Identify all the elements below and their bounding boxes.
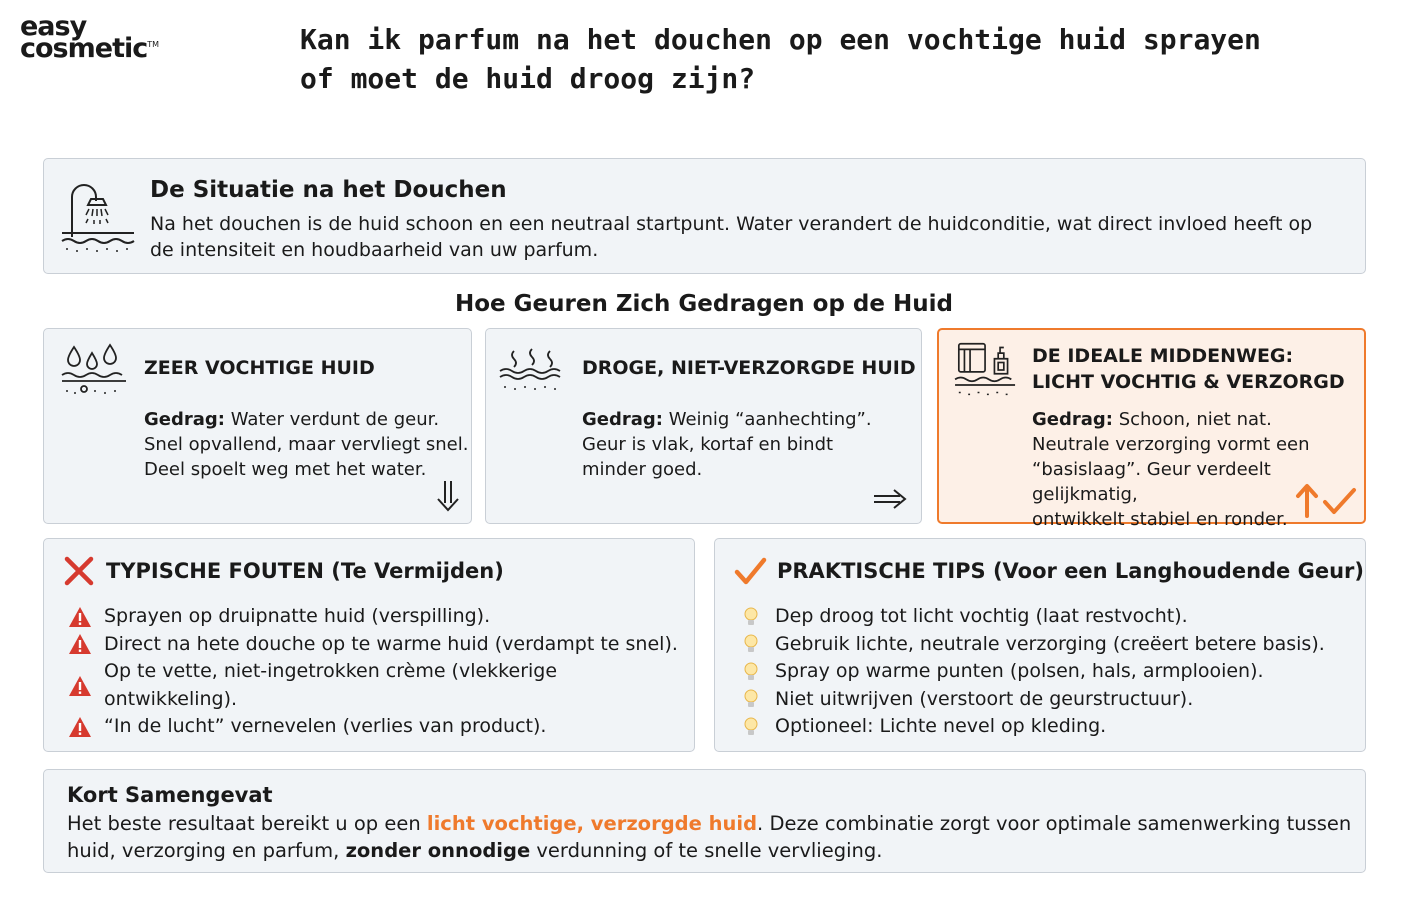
card-very-wet-skin	[43, 328, 472, 524]
situation-heading: De Situatie na het Douchen	[150, 177, 507, 203]
mistakes-card	[43, 538, 695, 752]
card-ideal-middle	[937, 328, 1366, 530]
cross-icon	[62, 555, 96, 587]
mistake-item: “In de lucht” vernevelen (verlies van product).	[68, 713, 694, 741]
arrow-right-icon	[872, 487, 908, 511]
lightbulb-icon	[739, 688, 763, 710]
water-drops-icon	[60, 341, 130, 401]
tip-item: Optioneel: Lichte nevel op kleding.	[739, 713, 1325, 741]
tip-item: Dep droog tot licht vochtig (laat restvocht).	[739, 603, 1325, 631]
tips-card	[714, 538, 1366, 752]
summary-text: Het beste resultaat bereikt u op een licht vochtige, verzorgde huid. Deze combinatie zorgt voor optimale samenwerking tussen huid, verzorging en parfum, zonder onnodige verdunning of te snelle vervlieging.	[67, 812, 1352, 862]
shower-icon	[60, 175, 136, 255]
card-dry-skin	[485, 328, 922, 524]
warning-icon	[68, 675, 92, 697]
tips-heading: PRAKTISCHE TIPS (Voor een Langhoudende Geur)	[777, 559, 1364, 583]
towel-lotion-icon	[951, 340, 1021, 400]
logo-line-1: easy	[20, 11, 87, 42]
summary-card	[43, 769, 1366, 873]
arrow-up-check-icon	[1295, 482, 1359, 520]
summary-bold: zonder onnodige	[345, 839, 531, 862]
mistake-item: Sprayen op druipnatte huid (verspilling).	[68, 603, 694, 631]
mistakes-heading: TYPISCHE FOUTEN (Te Vermijden)	[106, 559, 504, 583]
lightbulb-icon	[739, 606, 763, 628]
lightbulb-icon	[739, 661, 763, 683]
mistake-item: Op te vette, niet-ingetrokken crème (vlekkerige ontwikkeling).	[68, 658, 694, 713]
tip-item: Gebruik lichte, neutrale verzorging (creëert betere basis).	[739, 631, 1325, 659]
ideal-heading: DE IDEALE MIDDENWEG: LICHT VOCHTIG & VERZORGD	[1032, 345, 1345, 393]
brand-logo	[20, 11, 160, 65]
wet-text: Gedrag: Water verdunt de geur. Snel opvallend, maar vervliegt snel. Deel spoelt weg met het water.	[144, 409, 469, 480]
warning-icon	[68, 716, 92, 738]
warning-icon	[68, 606, 92, 628]
wet-heading: ZEER VOCHTIGE HUID	[144, 357, 375, 379]
ideal-text: Gedrag: Schoon, niet nat. Neutrale verzorging vormt een “basislaag”. Geur verdeelt gelijkmatig, ontwikkelt stabiel en ronder.	[1032, 409, 1310, 530]
situation-text: Na het douchen is de huid schoon en een neutraal startpunt. Water verandert de huidconditie, wat direct invloed heeft op de intensiteit en houdbaarheid van uw parfum.	[150, 213, 1313, 261]
dry-heading: DROGE, NIET-VERZORGDE HUID	[582, 357, 916, 379]
page-title: Kan ik parfum na het douchen op een vochtige huid sprayen of moet de huid droog zijn?	[300, 23, 1261, 95]
summary-heading: Kort Samengevat	[67, 783, 273, 807]
arrow-down-icon	[434, 479, 462, 513]
summary-highlight: licht vochtige, verzorgde huid	[426, 812, 758, 835]
logo-line-2: cosmetic	[20, 33, 148, 65]
dry-text: Gedrag: Weinig “aanhechting”. Geur is vlak, kortaf en bindt minder goed.	[582, 409, 872, 480]
lightbulb-icon	[739, 633, 763, 655]
lightbulb-icon	[739, 716, 763, 738]
section-heading: Hoe Geuren Zich Gedragen op de Huid	[455, 291, 953, 317]
dry-skin-icon	[498, 345, 568, 405]
situation-card	[43, 158, 1366, 274]
tip-item: Niet uitwrijven (verstoort de geurstructuur).	[739, 686, 1325, 714]
tip-item: Spray op warme punten (polsen, hals, armplooien).	[739, 658, 1325, 686]
logo-trademark: TM	[147, 40, 160, 50]
mistake-item: Direct na hete douche op te warme huid (verdampt te snel).	[68, 631, 694, 659]
warning-icon	[68, 633, 92, 655]
checkmark-icon	[733, 555, 767, 587]
